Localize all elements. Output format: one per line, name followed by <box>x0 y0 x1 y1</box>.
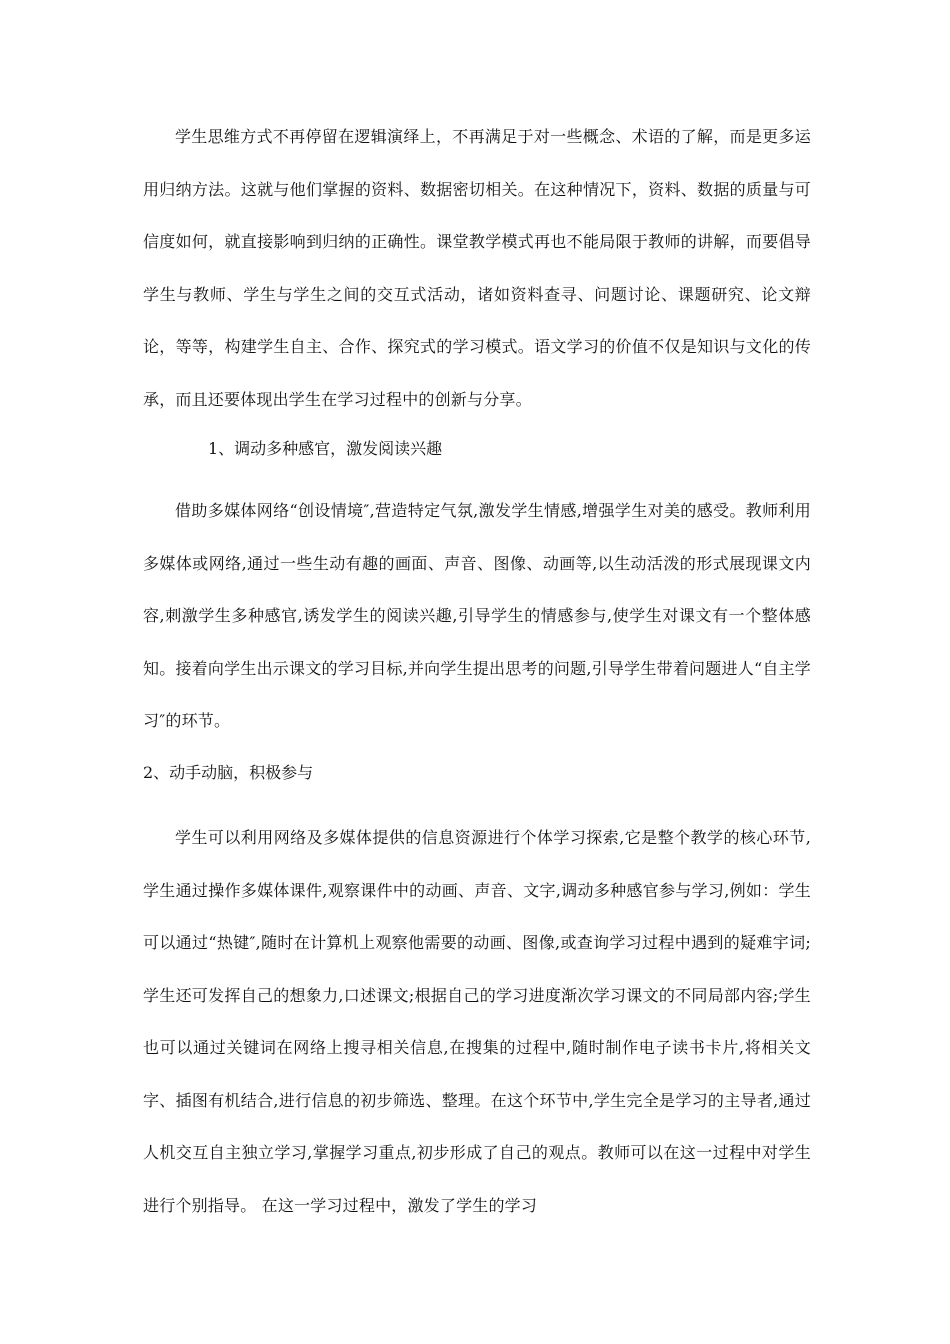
section-heading-2: 2、动手动脑，积极参与 <box>143 763 314 782</box>
body-paragraph-2: 借助多媒体网络“创设情境″,营造特定气氛,激发学生情感,增强学生对美的感受。教师利用多媒体或网络,通过一些生动有趣的画面、声音、图像、动画等,以生动活泼的形式展现课文内容,刺激学生多种感官,诱发学生的阅读兴趣,引导学生的情感参与,使学生对课文有一个整体感知。接着向学生出示课文的学习目标,并向学生提出思考的问题,引导学生带着问题进人“自主学习″的环节。 <box>143 501 811 730</box>
body-paragraph-1: 学生思维方式不再停留在逻辑演绎上，不再满足于对一些概念、术语的了解，而是更多运用归纳方法。这就与他们掌握的资料、数据密切相关。在这种情况下，资料、数据的质量与可信度如何，就直接影响到归纳的正确性。课堂教学模式再也不能局限于教师的讲解，而要倡导学生与教师、学生与学生之间的交互式活动，诸如资料查寻、问题讨论、课题研究、论文辩论，等等，构建学生自主、合作、探究式的学习模式。语文学习的价值不仅是知识与文化的传承，而且还要体现出学生在学习过程中的创新与分享。 <box>143 127 811 409</box>
body-paragraph-3: 学生可以利用网络及多媒体提供的信息资源进行个体学习探索,它是整个教学的核心环节,学生通过操作多媒体课件,观察课件中的动画、声音、文字,调动多种感官参与学习,例如：学生可以通过“热键″,随时在计算机上观察他需要的动画、图像,或查询学习过程中遇到的疑难宇词;学生还可发挥自己的想象力,口述课文;根据自己的学习进度渐次学习课文的不同局部内容;学生也可以通过关键词在网络上搜寻相关信息,在搜集的过程中,随时制作电子读书卡片,将相关文字、插图有机结合,进行信息的初步筛选、整理。在这个环节中,学生完全是学习的主导者,通过人机交互自主独立学习,掌握学习重点,初步形成了自己的观点。教师可以在这一过程中对学生进行个别指导。 在这一学习过程中，激发了学生的学习 <box>143 828 811 1215</box>
section-heading-1: 1、调动多种感官，激发阅读兴趣 <box>208 439 443 458</box>
